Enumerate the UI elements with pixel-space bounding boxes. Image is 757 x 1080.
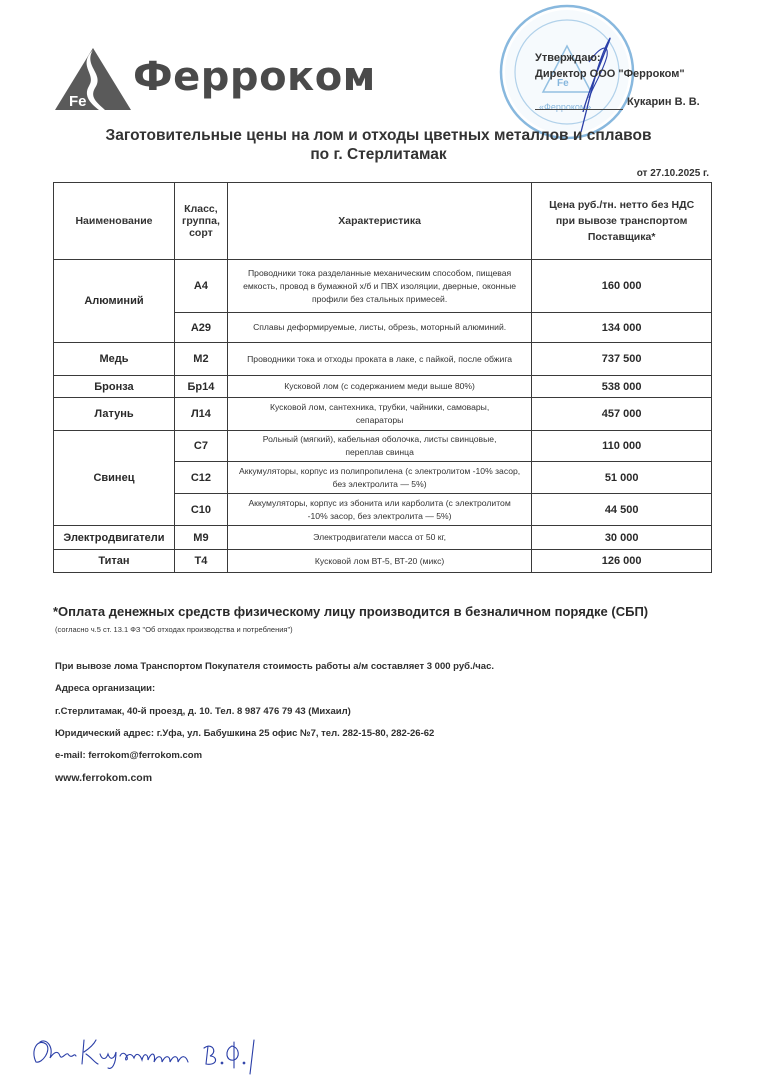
header-price-line: Цена руб./тн. нетто без НДС bbox=[549, 199, 695, 211]
row-price: 126 000 bbox=[532, 550, 712, 573]
header-price bbox=[532, 183, 712, 260]
website-text: www.ferrokom.com bbox=[55, 772, 153, 784]
row-description: Кусковой лом ВТ-5, ВТ-20 (микс) bbox=[227, 550, 531, 573]
header-price-line: при вывозе транспортом bbox=[555, 215, 688, 227]
svg-text:«Ферроком»: «Ферроком» bbox=[539, 102, 592, 112]
row-description: Аккумуляторы, корпус из полипропилена (с электролитом -10% засор, без электролита — 5%) bbox=[227, 462, 531, 494]
row-description: Кусковой лом (с содержанием меди выше 80%) bbox=[227, 376, 531, 398]
page-title bbox=[0, 126, 757, 164]
row-class: С7 bbox=[174, 431, 227, 462]
handwritten-signature-icon bbox=[28, 1030, 268, 1075]
row-price: 30 000 bbox=[532, 526, 712, 550]
row-description: Электродвигатели масса от 50 кг, bbox=[227, 526, 531, 550]
table-row bbox=[54, 550, 712, 573]
row-price: 457 000 bbox=[532, 398, 712, 431]
row-price: 160 000 bbox=[532, 260, 712, 313]
table-row bbox=[54, 398, 712, 431]
row-class: С10 bbox=[174, 494, 227, 526]
approval-block bbox=[535, 50, 700, 110]
law-reference-note: (согласно ч.5 ст. 13.1 ФЗ "Об отходах производства и потребления") bbox=[55, 625, 293, 634]
title-line-1: Заготовительные цены на лом и отходы цветных металлов и сплавов bbox=[105, 127, 652, 144]
row-class: А29 bbox=[174, 313, 227, 343]
table-row bbox=[54, 260, 712, 313]
svg-text:Fe: Fe bbox=[557, 78, 569, 89]
row-price: 44 500 bbox=[532, 494, 712, 526]
row-name: Свинец bbox=[54, 431, 175, 526]
row-description: Проводники тока и отходы проката в лаке, с пайкой, после обжига bbox=[227, 343, 531, 376]
header-name: Наименование bbox=[54, 183, 175, 260]
table-row bbox=[54, 431, 712, 462]
row-class: А4 bbox=[174, 260, 227, 313]
row-description: Сплавы деформируемые, листы, обрезь, моторный алюминий. bbox=[227, 313, 531, 343]
signature-line bbox=[535, 97, 623, 110]
row-price: 134 000 bbox=[532, 313, 712, 343]
header-class bbox=[174, 183, 227, 260]
row-class: М2 bbox=[174, 343, 227, 376]
table-row bbox=[54, 343, 712, 376]
header-description: Характеристика bbox=[227, 183, 531, 260]
row-price: 51 000 bbox=[532, 462, 712, 494]
addresses-label: Адреса организации: bbox=[55, 683, 156, 694]
row-price: 737 500 bbox=[532, 343, 712, 376]
row-description: Проводники тока разделанные механическим способом, пищевая емкость, провод в бумажной х/б и ПВХ изоляции, дверные, оконные профили без стальных примесей. bbox=[227, 260, 531, 313]
row-description: Аккумуляторы, корпус из эбонита или карболита (с электролитом -10% засор, без электролита — 5%) bbox=[227, 494, 531, 526]
row-class: С12 bbox=[174, 462, 227, 494]
table-header-row bbox=[54, 183, 712, 260]
legal-address: Юридический адрес: г.Уфа, ул. Бабушкина 25 офис №7, тел. 282-15-80, 282-26-62 bbox=[55, 728, 435, 739]
logo-text: Ферроком bbox=[133, 54, 376, 100]
address-sterlitamak: г.Стерлитамак, 40-й проезд, д. 10. Тел. 8 987 476 79 43 (Михаил) bbox=[55, 706, 351, 717]
row-name: Электродвигатели bbox=[54, 526, 175, 550]
title-line-2: по г. Стерлитамак bbox=[310, 146, 447, 163]
header-class-line: Класс, bbox=[184, 203, 218, 215]
payment-note: *Оплата денежных средств физическому лицу производится в безналичном порядке (СБП) bbox=[53, 604, 649, 619]
row-class: Бр14 bbox=[174, 376, 227, 398]
approval-position: Директор ООО "Ферроком" bbox=[535, 68, 685, 80]
company-logo bbox=[55, 48, 376, 110]
price-table bbox=[53, 182, 712, 573]
row-name: Медь bbox=[54, 343, 175, 376]
table-row bbox=[54, 526, 712, 550]
row-name: Латунь bbox=[54, 398, 175, 431]
row-name: Алюминий bbox=[54, 260, 175, 343]
row-name: Бронза bbox=[54, 376, 175, 398]
approver-name: Кукарин В. В. bbox=[627, 96, 700, 108]
table-row bbox=[54, 376, 712, 398]
email-text: e-mail: ferrokom@ferrokom.com bbox=[55, 750, 203, 761]
logo-triangle-icon bbox=[55, 48, 131, 110]
row-class: М9 bbox=[174, 526, 227, 550]
row-name: Титан bbox=[54, 550, 175, 573]
transport-cost-text: При вывозе лома Транспортом Покупателя стоимость работы а/м составляет 3 000 руб./час. bbox=[55, 661, 495, 672]
logo-badge: Fe bbox=[69, 93, 87, 110]
row-description: Рольный (мягкий), кабельная оболочка, листы свинцовые, переплав свинца bbox=[227, 431, 531, 462]
approval-heading: Утверждаю: bbox=[535, 52, 601, 64]
row-price: 110 000 bbox=[532, 431, 712, 462]
row-class: Т4 bbox=[174, 550, 227, 573]
header-class-line: сорт bbox=[189, 227, 213, 239]
header-price-line: Поставщика* bbox=[587, 231, 656, 243]
row-price: 538 000 bbox=[532, 376, 712, 398]
row-class: Л14 bbox=[174, 398, 227, 431]
row-description: Кусковой лом, сантехника, трубки, чайники, самовары, сепараторы bbox=[227, 398, 531, 431]
header-class-line: группа, bbox=[181, 215, 220, 227]
document-date: от 27.10.2025 г. bbox=[636, 168, 709, 179]
